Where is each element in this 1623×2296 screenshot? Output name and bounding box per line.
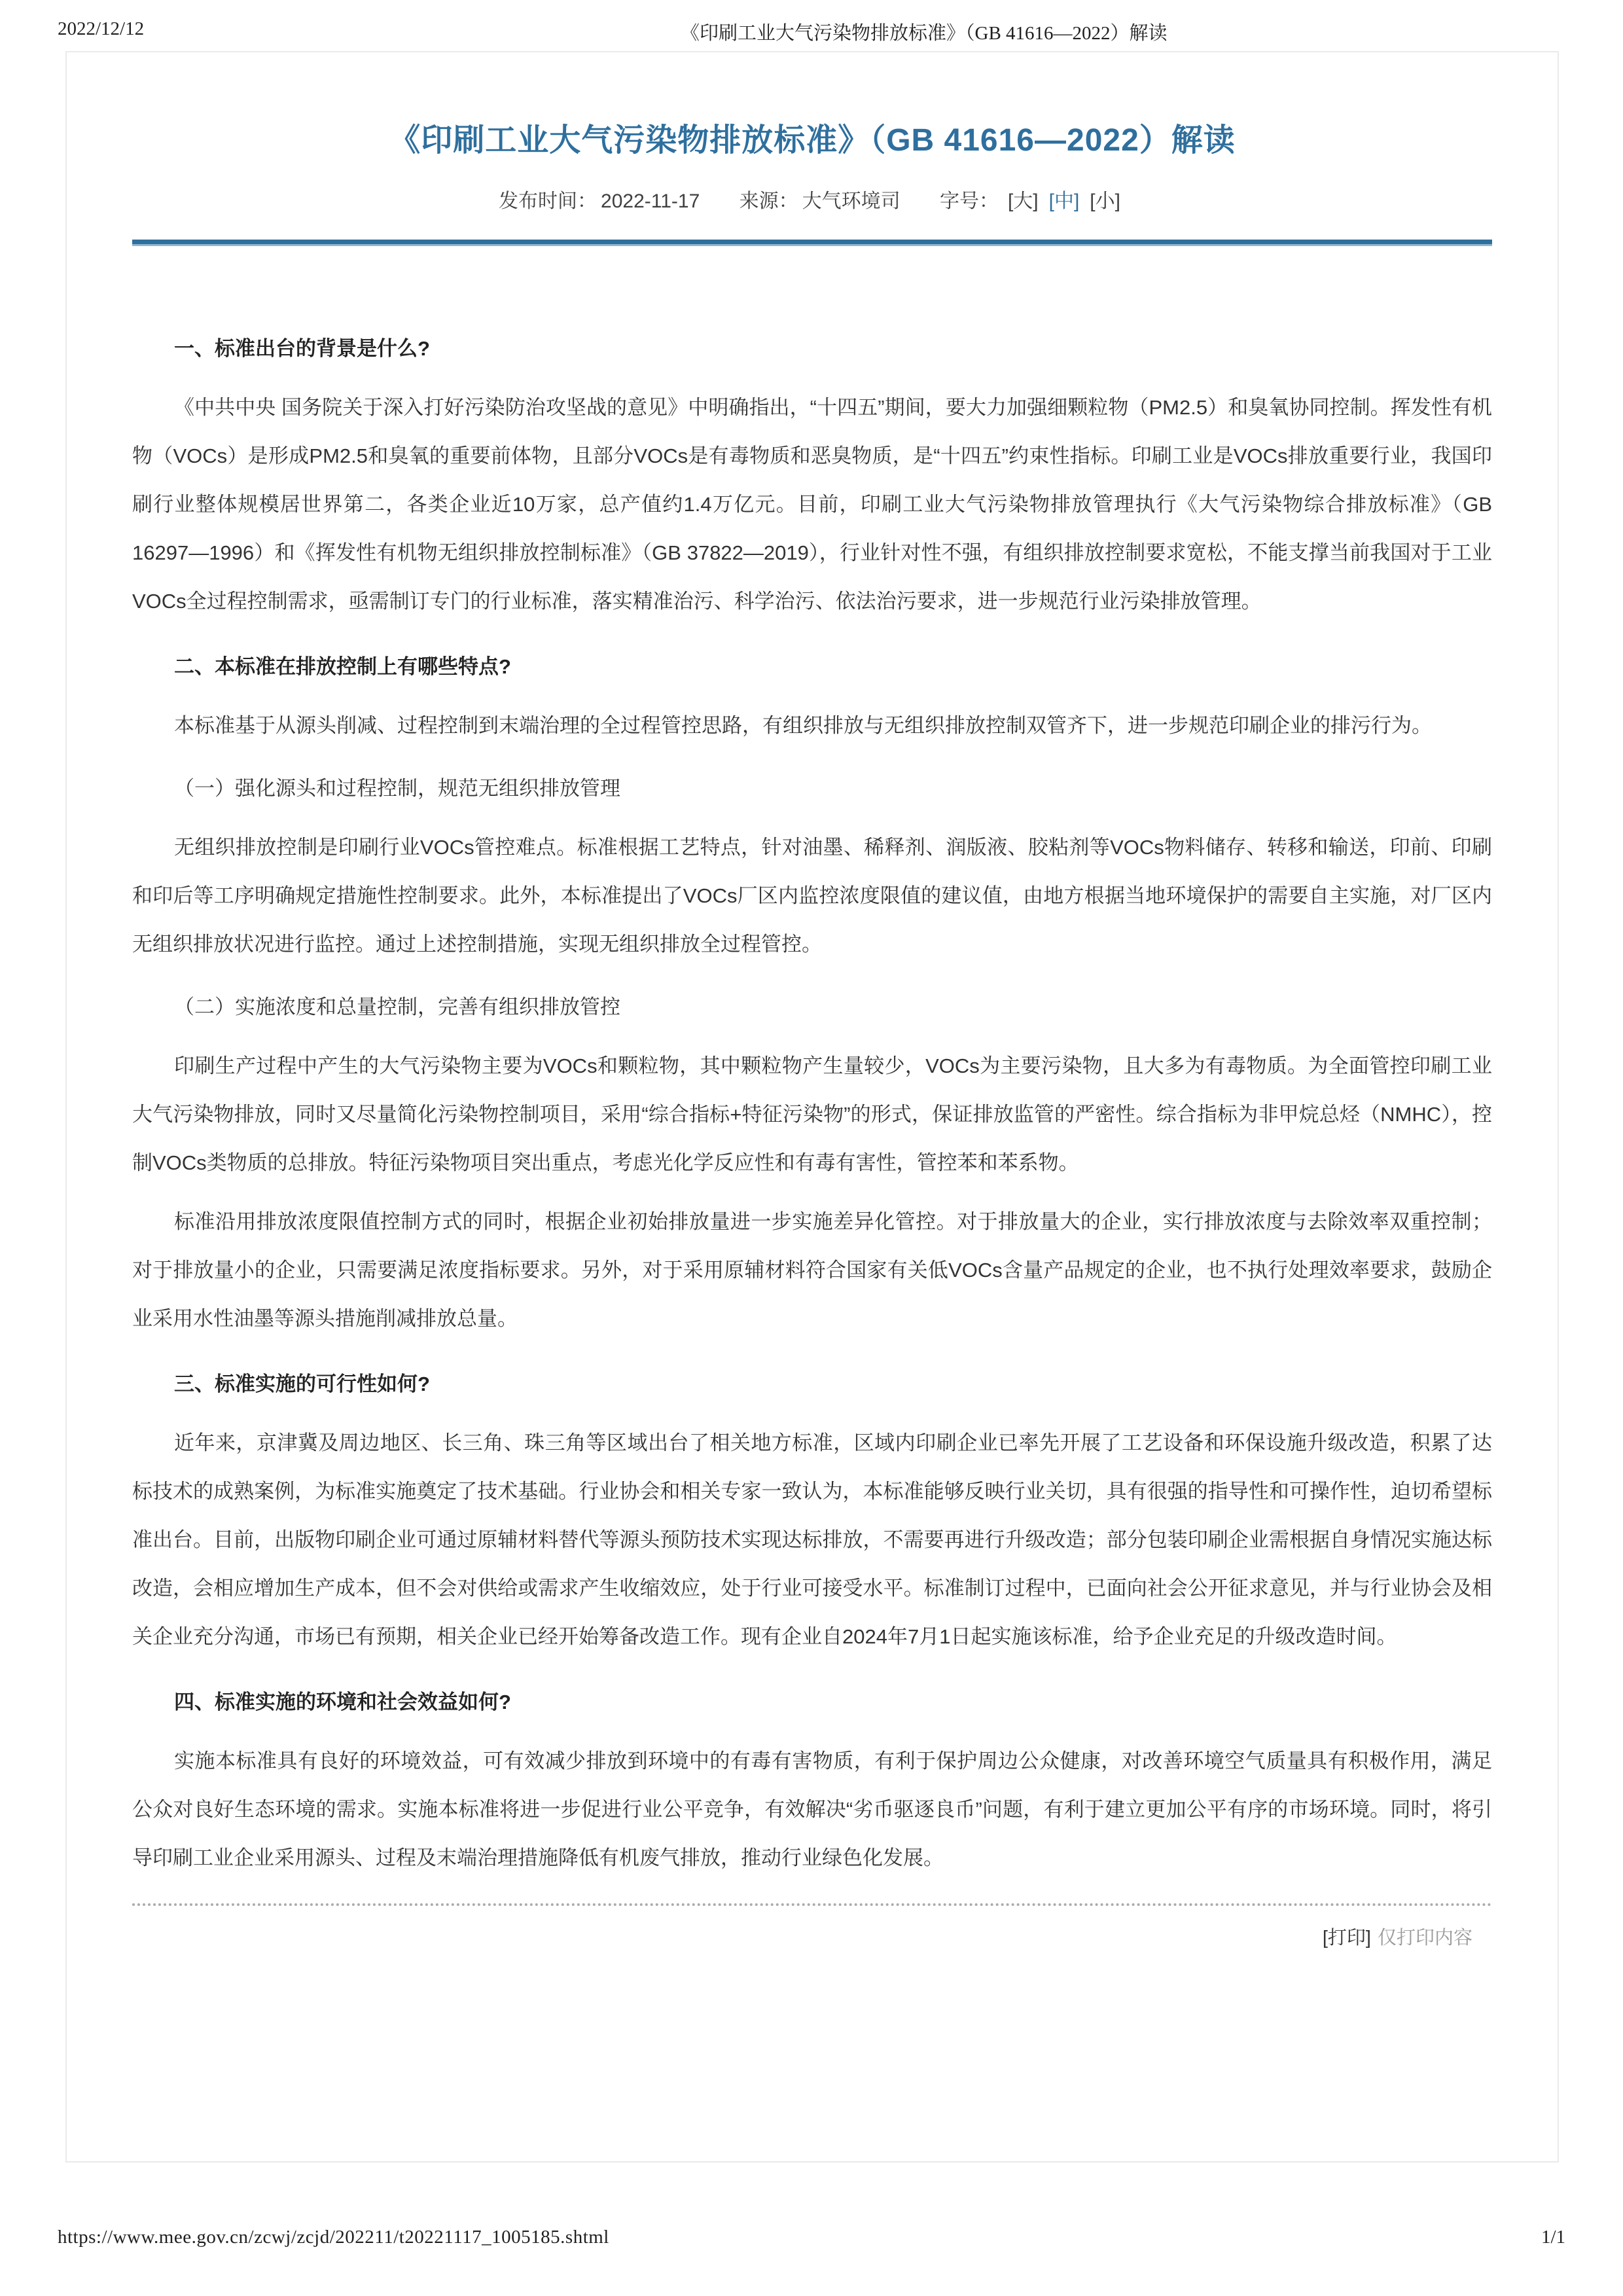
dotted-divider — [132, 1903, 1492, 1906]
print-doc-title: 《印刷工业大气污染物排放标准》（GB 41616—2022）解读 — [681, 23, 1168, 44]
publish-time-label: 发布时间： — [499, 190, 597, 212]
section-heading: 四、标准实施的环境和社会效益如何? — [174, 1691, 511, 1713]
article-container — [65, 51, 1559, 2162]
paragraph: 无组织排放控制是印刷行业VOCs管控难点。标准根据工艺特点，针对油墨、稀释剂、润版液、胶粘剂等VOCs物料储存、转移和输送，印前、印刷和印后等工序明确规定措施性控制要求。此外，本标准提出了VOCs厂区内监控浓度限值的建议值，由地方根据当地环境保护的需要自主实施，对厂区内无组织排放状况进行监控。通过上述控制措施，实现无组织排放全过程管控。 — [132, 836, 1492, 956]
paragraph: 标准沿用排放浓度限值控制方式的同时，根据企业初始排放量进一步实施差异化管控。对于排放量大的企业，实行排放浓度与去除效率双重控制；对于排放量小的企业，只需要满足浓度指标要求。另外，对于采用原辅材料符合国家有关低VOCs含量产品规定的企业，也不执行处理效率要求，鼓励企业采用水性油墨等源头措施削减排放总量。 — [132, 1210, 1492, 1330]
print-header — [58, 18, 1565, 44]
font-size-small-button[interactable]: [小] — [1090, 190, 1120, 212]
source-label: 来源： — [739, 190, 798, 212]
article-meta — [132, 185, 1492, 213]
paragraph: 印刷生产过程中产生的大气污染物主要为VOCs和颗粒物，其中颗粒物产生量较少，VOCs为主要污染物，且大多为有毒物质。为全面管控印刷工业大气污染物排放，同时又尽量简化污染物控制项目，采用“综合指标+特征污染物”的形式，保证排放监管的严密性。综合指标为非甲烷总烃（NMHC），控制VOCs类物质的总排放。特征污染物项目突出重点，考虑光化学反应性和有毒有害性，管控苯和苯系物。 — [132, 1054, 1492, 1174]
article-title: 《印刷工业大气污染物排放标准》（GB 41616—2022）解读 — [389, 123, 1236, 158]
font-size-switcher — [940, 185, 1126, 213]
print-note: 仅打印内容 — [1377, 1928, 1472, 1948]
paragraph: 《中共中央 国务院关于深入打好污染防治攻坚战的意见》中明确指出，“十四五”期间，要大力加强细颗粒物（PM2.5）和臭氧协同控制。挥发性有机物（VOCs）是形成PM2.5和臭氧的重要前体物，且部分VOCs是有毒物质和恶臭物质，是“十四五”约束性指标。印刷工业是VOCs排放重要行业，我国印刷行业整体规模居世界第二，各类企业近10万家，总产值约1.4万亿元。目前，印刷工业大气污染物排放管理执行《大气污染物综合排放标准》（GB 16297—1996）和《挥发性有机物无组织排放控制标准》（GB 37822—2019），行业针对性不强，有组织排放控制要求宽松，不能支撑当前我国对于工业VOCs全过程控制需求，亟需制订专门的行业标准，落实精准治污、科学治污、依法治污要求，进一步规范行业污染排放管理。 — [132, 396, 1492, 613]
section-heading: 二、本标准在排放控制上有哪些特点? — [174, 655, 511, 678]
title-divider — [132, 240, 1492, 246]
footer-url: https://www.mee.gov.cn/zcwj/zcjd/202211/t20221117_1005185.shtml — [58, 2227, 609, 2248]
article-body — [132, 325, 1492, 1882]
print-footer — [58, 2227, 1565, 2248]
section-heading: （一）强化源头和过程控制，规范无组织排放管理 — [174, 777, 620, 800]
font-size-large-button[interactable]: [大] — [1007, 190, 1039, 212]
section-heading: （二）实施浓度和总量控制，完善有组织排放管控 — [174, 996, 620, 1018]
font-size-label: 字号： — [939, 190, 999, 212]
paragraph: 实施本标准具有良好的环境效益，可有效减少排放到环境中的有毒有害物质，有利于保护周边公众健康，对改善环境空气质量具有积极作用，满足公众对良好生态环境的需求。实施本标准将进一步促进行业公平竞争，有效解决“劣币驱逐良币”问题，有利于建立更加公平有序的市场环境。同时，将引导印刷工业企业采用源头、过程及末端治理措施降低有机废气排放，推动行业绿色化发展。 — [132, 1749, 1492, 1869]
print-link[interactable]: [打印] — [1322, 1928, 1371, 1948]
print-actions — [132, 1923, 1492, 1950]
source — [740, 185, 901, 213]
publish-time-value: 2022-11-17 — [601, 190, 700, 212]
paragraph: 本标准基于从源头削减、过程控制到末端治理的全过程管控思路，有组织排放与无组织排放控制双管齐下，进一步规范印刷企业的排污行为。 — [174, 714, 1432, 737]
section-heading: 三、标准实施的可行性如何? — [174, 1372, 430, 1395]
publish-time — [499, 185, 700, 213]
page-number: 1/1 — [1541, 2227, 1565, 2248]
source-value: 大气环境司 — [802, 190, 901, 212]
paragraph: 近年来，京津冀及周边地区、长三角、珠三角等区域出台了相关地方标准，区域内印刷企业已率先开展了工艺设备和环保设施升级改造，积累了达标技术的成熟案例，为标准实施奠定了技术基础。行业协会和相关专家一致认为，本标准能够反映行业关切，具有很强的指导性和可操作性，迫切希望标准出台。目前，出版物印刷企业可通过原辅材料替代等源头预防技术实现达标排放，不需要再进行升级改造；部分包装印刷企业需根据自身情况实施达标改造，会相应增加生产成本，但不会对供给或需求产生收缩效应，处于行业可接受水平。标准制订过程中，已面向社会公开征求意见，并与行业协会及相关企业充分沟通，市场已有预期，相关企业已经开始筹备改造工作。现有企业自2024年7月1日起实施该标准，给予企业充足的升级改造时间。 — [132, 1431, 1492, 1648]
print-date: 2022/12/12 — [58, 18, 145, 39]
font-size-medium-button[interactable]: [中] — [1048, 190, 1080, 212]
section-heading: 一、标准出台的背景是什么? — [174, 337, 430, 360]
